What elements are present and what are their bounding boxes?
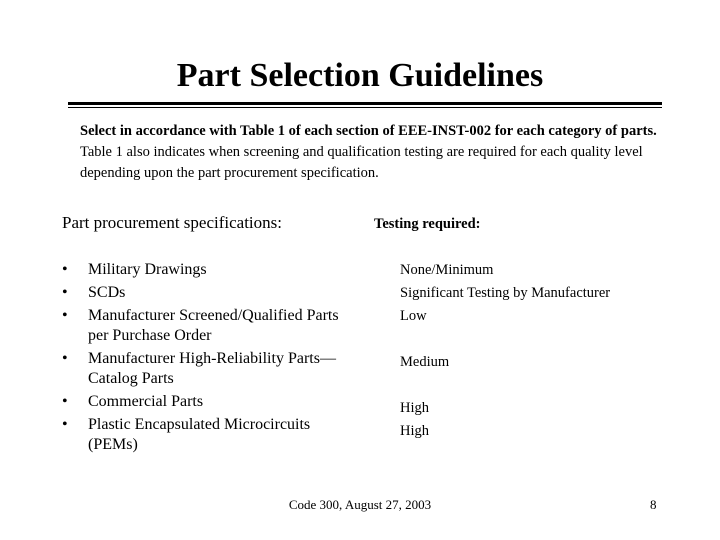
bullet-icon: • — [62, 307, 68, 324]
testing-level: None/Minimum — [400, 262, 494, 278]
testing-level: High — [400, 423, 429, 439]
bullet-icon: • — [62, 416, 68, 433]
list-item-text: Military Drawings — [88, 261, 207, 278]
list-item — [62, 415, 362, 455]
list-item-text: Manufacturer Screened/Qualified Parts per Purchase Order — [88, 307, 339, 344]
testing-heading: Testing required: — [374, 216, 481, 232]
testing-level: High — [400, 400, 429, 416]
intro-paragraph — [80, 121, 670, 184]
title-divider-thin — [68, 107, 662, 108]
list-item — [62, 392, 362, 412]
slide-title: Part Selection Guidelines — [176, 57, 544, 94]
list-item — [62, 306, 362, 346]
bullet-icon: • — [62, 350, 68, 367]
list-item-text: Manufacturer High-Reliability Parts—Catalog Parts — [88, 350, 336, 387]
list-item — [62, 349, 362, 389]
bullet-icon: • — [62, 261, 68, 278]
list-item — [62, 260, 362, 280]
intro-body: Table 1 also indicates when screening and qualification testing are required for each quality level depending upon the part procurement specification. — [80, 144, 643, 181]
list-item — [62, 283, 362, 303]
procurement-heading: Part procurement specifications: — [62, 213, 282, 232]
bullet-icon: • — [62, 393, 68, 410]
list-item-text: SCDs — [88, 284, 126, 301]
testing-level: Medium — [400, 354, 450, 370]
procurement-list — [62, 260, 362, 458]
list-item-text: Commercial Parts — [88, 393, 204, 410]
bullet-icon: • — [62, 284, 68, 301]
page-number: 8 — [650, 497, 657, 512]
slide-footer: Code 300, August 27, 2003 — [288, 497, 432, 512]
list-item-text: Plastic Encapsulated Microcircuits (PEMs) — [88, 416, 311, 453]
intro-lead: Select in accordance with Table 1 of each section of EEE-INST-002 for each category of parts. — [80, 123, 657, 139]
testing-level: Low — [400, 308, 427, 324]
testing-level: Significant Testing by Manufacturer — [400, 285, 611, 301]
title-divider-thick — [68, 102, 662, 105]
